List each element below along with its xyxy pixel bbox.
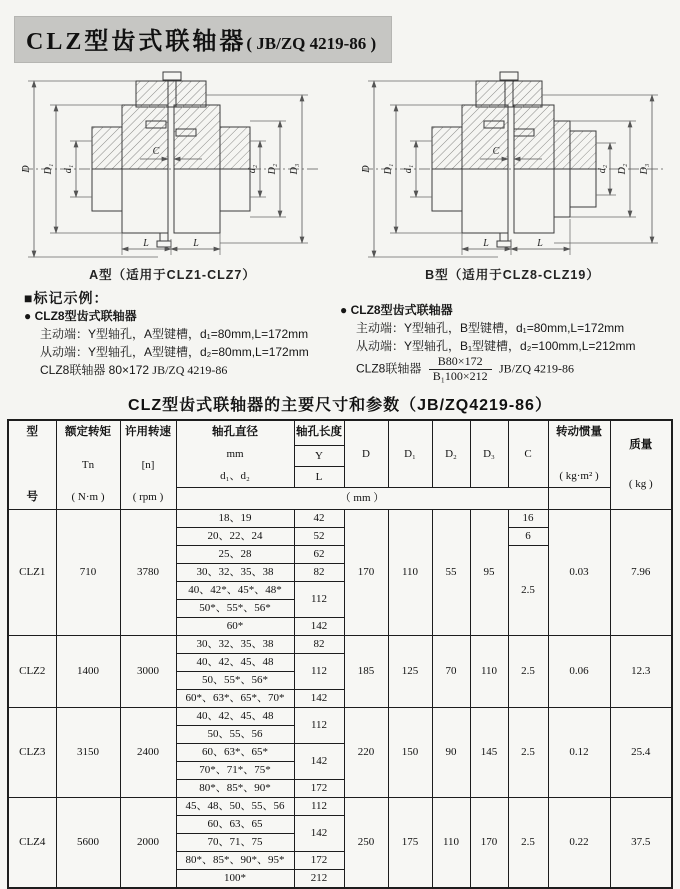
dim-label-L-left: L <box>142 238 149 249</box>
dim-label-D1: D₁ <box>382 163 394 175</box>
table-row <box>8 509 672 527</box>
bore-diameters-cell: 70、71、75 <box>176 833 294 851</box>
D-cell: 220 <box>344 707 388 797</box>
bore-length-cell: 82 <box>294 563 344 581</box>
mass-cell: 25.4 <box>610 707 672 797</box>
C-cell: 2.5 <box>508 797 548 888</box>
coupling-section-drawing-a <box>8 69 338 265</box>
header-length-y: Y <box>294 445 344 466</box>
table-row <box>8 635 672 653</box>
header-length-l: L <box>294 467 344 488</box>
dim-label-L-right: L <box>192 238 199 249</box>
example-a-line1: 主动端：Y型轴孔，A型键槽，d₁=80mm,L=172mm <box>40 327 309 341</box>
dim-label-D: D <box>360 165 372 173</box>
header-bore-diameter: 轴孔直径 mm d₁、d₂ <box>176 420 294 488</box>
example-b-title: ● CLZ8型齿式联轴器 <box>340 303 453 317</box>
header-empty-cell <box>548 488 610 509</box>
C-cell: 2.5 <box>508 707 548 797</box>
bore-diameters-cell: 80*、85*、90*、95* <box>176 851 294 869</box>
page-title-bar <box>14 16 392 63</box>
dim-label-d2: d₂ <box>596 164 608 174</box>
dim-label-D2: D₂ <box>616 163 628 175</box>
example-a-designation: CLZ8联轴器 80×172 JB/ZQ 4219-86 <box>40 363 228 377</box>
inertia-cell: 0.22 <box>548 797 610 888</box>
D1-cell: 125 <box>388 635 432 707</box>
marking-example-a <box>0 289 330 384</box>
dim-label-d2: d₂ <box>246 164 258 174</box>
drawing-a-caption: A型（适用于CLZ1-CLZ7） <box>89 268 256 282</box>
C-cell: 2.5 <box>508 635 548 707</box>
technical-drawings <box>0 69 680 283</box>
example-a-line2: 从动端：Y型轴孔，A型键槽，d₂=80mm,L=172mm <box>40 345 309 359</box>
page-title: CLZ型齿式联轴器 <box>26 29 247 55</box>
header-D1: D₁ <box>388 420 432 488</box>
dim-label-d1: d₁ <box>62 164 74 174</box>
D2-cell: 55 <box>432 509 470 635</box>
torque-cell: 5600 <box>56 797 120 888</box>
bore-diameters-cell: 50、55、56 <box>176 725 294 743</box>
dim-label-D3: D₃ <box>638 163 650 175</box>
header-D: D <box>344 420 388 488</box>
mass-cell: 37.5 <box>610 797 672 888</box>
drawing-b-column <box>345 69 680 283</box>
example-b-line1: 主动端：Y型轴孔，B型键槽，d₁=80mm,L=172mm <box>356 321 625 335</box>
bore-length-cell: 42 <box>294 509 344 527</box>
dim-label-L-right: L <box>536 238 543 249</box>
dim-label-L-left: L <box>482 238 489 249</box>
bore-length-cell: 212 <box>294 869 344 888</box>
mass-cell: 7.96 <box>610 509 672 635</box>
header-mm-note: （ mm ） <box>176 488 548 509</box>
bore-length-cell: 172 <box>294 779 344 797</box>
torque-cell: 3150 <box>56 707 120 797</box>
bore-diameters-cell: 100* <box>176 869 294 888</box>
bore-length-cell: 142 <box>294 815 344 851</box>
D3-cell: 95 <box>470 509 508 635</box>
bore-diameters-cell: 60、63*、65* <box>176 743 294 761</box>
dim-label-C: C <box>152 146 159 157</box>
header-C: C <box>508 420 548 488</box>
C-cell: 6 <box>508 527 548 545</box>
dim-label-D3: D₃ <box>288 163 300 175</box>
model-cell: CLZ1 <box>8 509 56 635</box>
speed-cell: 2000 <box>120 797 176 888</box>
bore-diameters-cell: 25、28 <box>176 545 294 563</box>
header-D3: D₃ <box>470 420 508 488</box>
header-model: 型 号 <box>8 420 56 510</box>
drawing-b-caption: B型（适用于CLZ8-CLZ19） <box>425 268 600 282</box>
D-cell: 170 <box>344 509 388 635</box>
marking-examples <box>0 289 680 384</box>
drawing-a-column <box>0 69 345 283</box>
model-cell: CLZ2 <box>8 635 56 707</box>
dim-label-d1: d₁ <box>402 164 414 174</box>
D-cell: 250 <box>344 797 388 888</box>
bore-length-cell: 62 <box>294 545 344 563</box>
bore-diameters-cell: 40、42、45、48 <box>176 653 294 671</box>
bore-diameters-cell: 60* <box>176 617 294 635</box>
table-body <box>8 509 672 888</box>
D1-cell: 175 <box>388 797 432 888</box>
speed-cell: 3780 <box>120 509 176 635</box>
marking-example-b <box>330 289 680 384</box>
header-mass: 质量 ( kg ) <box>610 420 672 510</box>
designation-fraction: $\frac{B80\times 172}{\text{B₁100×212}}$ <box>429 355 492 384</box>
header-torque: 额定转矩 Tn ( N·m ) <box>56 420 120 510</box>
torque-cell: 710 <box>56 509 120 635</box>
model-cell: CLZ4 <box>8 797 56 888</box>
bore-diameters-cell: 45、48、50、55、56 <box>176 797 294 815</box>
bore-diameters-cell: 50、55*、56* <box>176 671 294 689</box>
inertia-cell: 0.06 <box>548 635 610 707</box>
inertia-cell: 0.03 <box>548 509 610 635</box>
bore-diameters-cell: 40、42、45、48 <box>176 707 294 725</box>
C-cell: 2.5 <box>508 545 548 635</box>
table-header <box>8 420 672 510</box>
bore-diameters-cell: 30、32、35、38 <box>176 635 294 653</box>
bore-diameters-cell: 20、22、24 <box>176 527 294 545</box>
D3-cell: 145 <box>470 707 508 797</box>
dim-label-D1: D₁ <box>42 163 54 175</box>
header-D2: D₂ <box>432 420 470 488</box>
bore-length-cell: 142 <box>294 689 344 707</box>
coupling-section-drawing-b <box>348 69 678 265</box>
bore-length-cell: 112 <box>294 653 344 689</box>
D-cell: 185 <box>344 635 388 707</box>
bore-length-cell: 172 <box>294 851 344 869</box>
example-b-line2: 从动端：Y型轴孔，B₁型键槽，d₂=100mm,L=212mm <box>356 339 636 353</box>
parameters-table <box>7 419 673 889</box>
dim-label-D: D <box>20 165 32 173</box>
table-row <box>8 797 672 815</box>
bore-diameters-cell: 40、42*、45*、48* <box>176 581 294 599</box>
bore-diameters-cell: 18、19 <box>176 509 294 527</box>
mass-cell: 12.3 <box>610 635 672 707</box>
D1-cell: 110 <box>388 509 432 635</box>
bullet-icon: ● <box>340 303 348 317</box>
bore-length-cell: 112 <box>294 797 344 815</box>
torque-cell: 1400 <box>56 635 120 707</box>
bore-length-cell: 52 <box>294 527 344 545</box>
bore-diameters-cell: 50*、55*、56* <box>176 599 294 617</box>
C-cell: 16 <box>508 509 548 527</box>
bore-length-cell: 142 <box>294 743 344 779</box>
bullet-icon: ● <box>24 309 32 323</box>
dim-label-D2: D₂ <box>266 163 278 175</box>
bore-length-cell: 142 <box>294 617 344 635</box>
speed-cell: 2400 <box>120 707 176 797</box>
bore-diameters-cell: 70*、71*、75* <box>176 761 294 779</box>
marking-heading: ■标记示例： <box>24 290 109 306</box>
speed-cell: 3000 <box>120 635 176 707</box>
header-speed: 许用转速 [n] ( rpm ) <box>120 420 176 510</box>
D3-cell: 110 <box>470 635 508 707</box>
D3-cell: 170 <box>470 797 508 888</box>
bore-length-cell: 112 <box>294 581 344 617</box>
D2-cell: 90 <box>432 707 470 797</box>
bore-length-cell: 112 <box>294 707 344 743</box>
example-a-title: ● CLZ8型齿式联轴器 <box>24 309 137 323</box>
table-title: CLZ型齿式联轴器的主要尺寸和参数（JB/ZQ4219-86） <box>128 396 552 414</box>
bore-length-cell: 82 <box>294 635 344 653</box>
page-title-standard: ( JB/ZQ 4219-86 ) <box>246 34 377 53</box>
bore-diameters-cell: 60、63、65 <box>176 815 294 833</box>
bore-diameters-cell: 80*、85*、90* <box>176 779 294 797</box>
header-bore-length: 轴孔长度 <box>294 420 344 446</box>
table-row <box>8 707 672 725</box>
model-cell: CLZ3 <box>8 707 56 797</box>
dim-label-C: C <box>492 146 499 157</box>
example-b-designation: CLZ8联轴器 $\frac{B80\times 172}{\text{B₁100×212}}$ JB/ZQ 4219-86 <box>356 354 575 383</box>
D2-cell: 110 <box>432 797 470 888</box>
D2-cell: 70 <box>432 635 470 707</box>
bore-diameters-cell: 60*、63*、65*、70* <box>176 689 294 707</box>
inertia-cell: 0.12 <box>548 707 610 797</box>
D1-cell: 150 <box>388 707 432 797</box>
bore-diameters-cell: 30、32、35、38 <box>176 563 294 581</box>
header-inertia: 转动惯量 ( kg·m² ) <box>548 420 610 488</box>
